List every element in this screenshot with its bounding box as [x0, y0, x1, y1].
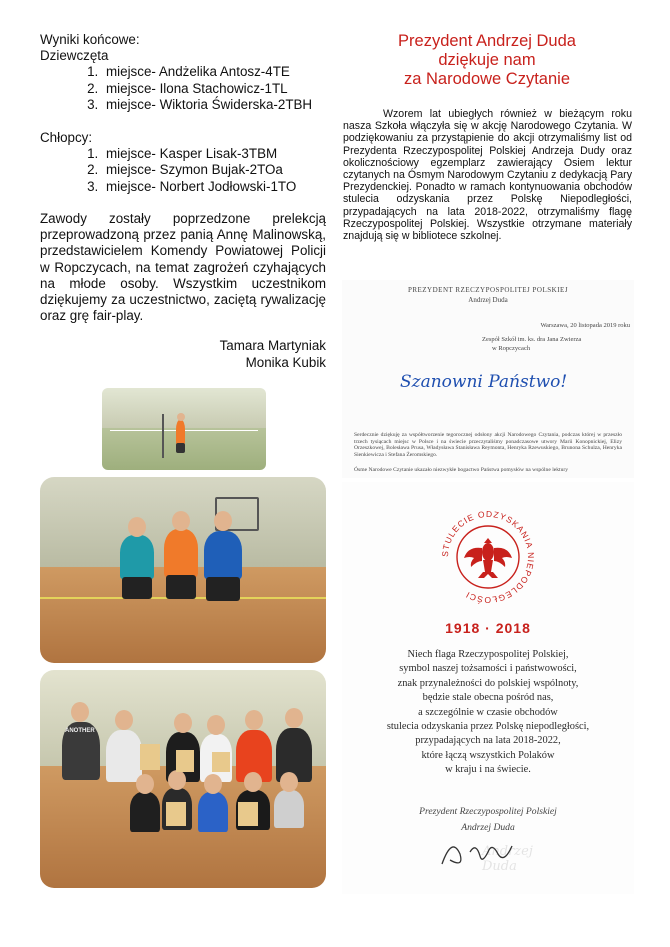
girls-list [40, 64, 326, 113]
letter-salutation: Szanowni Państwo! [400, 372, 568, 392]
independence-card [342, 482, 634, 894]
years-badge: 1918 · 2018 [445, 620, 531, 636]
list-item: 1. miejsce- Andżelika Antosz-4TE [102, 64, 326, 80]
photo-boys-winners [40, 477, 326, 663]
letter-header-name: Andrzej Duda [468, 296, 508, 304]
card-line: Niech flaga Rzeczypospolitej Polskiej, [407, 649, 569, 660]
title-line: za Narodowe Czytanie [404, 70, 570, 88]
letter-date: Warszawa, 20 listopada 2019 roku [540, 322, 630, 329]
letter-addressee-city: w Ropczycach [492, 345, 531, 352]
president-letter [342, 280, 634, 478]
list-item: 3. miejsce- Wiktoria Świderska-2TBH [102, 97, 326, 113]
card-line: będzie stale obecna pośród nas, [422, 692, 554, 704]
title-line: Prezydent Andrzej Duda [398, 32, 576, 50]
card-sign-title: Prezydent Rzeczypospolitej Polskiej [419, 806, 557, 817]
letter-header: PREZYDENT RZECZYPOSPOLITEJ POLSKIEJ [407, 286, 569, 294]
card-line: które łączą wszystkich Polaków [421, 749, 555, 761]
card-line: stulecia odzyskania przez Polskę niepodległości, [386, 721, 590, 733]
card-line: a szczególnie w czasie obchodów [418, 706, 558, 718]
girls-label: Dziewczęta [40, 48, 109, 64]
signature-text: Andrzej Duda [482, 844, 533, 874]
card-line: w kraju i na świecie. [445, 764, 531, 776]
list-item: 2. miejsce- Ilona Stachowicz-1TL [102, 81, 326, 97]
card-line: przypadających na lata 2018-2022, [415, 735, 561, 747]
card-signature [422, 832, 562, 872]
card-sign-name: Andrzej Duda [461, 822, 515, 833]
author-2: Monika Kubik [245, 354, 326, 370]
article-title [342, 32, 632, 89]
letter-body: Serdecznie dziękuję za współtworzenie tegorocznej odsłony akcji Narodowego Czytania, podczas której w przeszło trzech tysiącach miejsc w Polsce i na świecie przeczytaliśmy ponadczasowe utwory Marii Konopnickiej, Elizy Orzeszkowej, Bolesława Prusa, Władysława Stanisława Reymonta, Henryka Rzewuskiego, Brunona Schulza, Henryka Sienkiewicza i Stefana Żeromskiego. [354, 432, 622, 458]
letter-addressee: Zespół Szkół im. ks. dra Jana Zwierza [482, 336, 582, 343]
card-text [342, 648, 634, 778]
letter-body-cont: Ósme Narodowe Czytanie ukazało niezwykłe bogactwo Państwa pomysłów na wspólne lektury [354, 467, 569, 473]
title-line: dziękuje nam [438, 51, 536, 69]
article-body: Wzorem lat ubiegłych również w bieżącym roku nasza Szkoła włączyła się w akcję Narodowego Czytania. W podziękowaniu za przystąpienie do akcji otrzymaliśmy list od Prezydenta Rzeczypospolitej Polskiej Andrzeja Dudy oraz okolicznościowy egzemplarz zawierający Osiem lektur czytanych na Ósmym Narodowym Czytaniu z dedykacją Pary Prezydenckiej. Ponadto w ramach kontynuowania obchodów stulecia odzyskania przez Polskę Niepodległości, przypadających na lata 2018-2022, otrzymaliśmy flagę Rzeczypospolitej Polskiej. Wszystkie otrzymane materiały znajdują się w bibliotece szkolnej. [343, 108, 632, 243]
boys-list [40, 146, 326, 195]
boys-label: Chłopcy: [40, 129, 93, 145]
independence-seal-icon [433, 502, 543, 612]
results-section [40, 32, 326, 371]
card-line: znak przynależności do polskiej wspólnoty, [397, 677, 579, 689]
card-line: symbol naszej tożsamości i państwowości, [399, 663, 577, 675]
author-1: Tamara Martyniak [219, 338, 326, 354]
results-paragraph: Zawody zostały poprzedzone prelekcją przeprowadzoną przez panią Annę Malinowską, przedstawicielem Komendy Powiatowej Policji w Ropczycach, na temat zagrożeń czyhających na młode osoby. Wszystkim uczestnikom dziękujemy za uczestnictwo, zaciętą rywalizację oraz grę fair-play. [40, 211, 326, 324]
list-item: 2. miejsce- Szymon Bujak-2TOa [102, 162, 326, 178]
shirt-text: ANOTHER [65, 728, 95, 734]
list-item: 3. miejsce- Norbert Jodłowski-1TO [102, 179, 326, 195]
photo-badminton-match [102, 388, 266, 470]
svg-text:STULECIE ODZYSKANIA NIEPODLEGŁ: STULECIE ODZYSKANIA NIEPODLEGŁOŚCI [439, 508, 537, 606]
results-heading: Wyniki końcowe: [40, 32, 140, 47]
photo-group [40, 670, 326, 888]
list-item: 1. miejsce- Kasper Lisak-3TBM [102, 146, 326, 162]
